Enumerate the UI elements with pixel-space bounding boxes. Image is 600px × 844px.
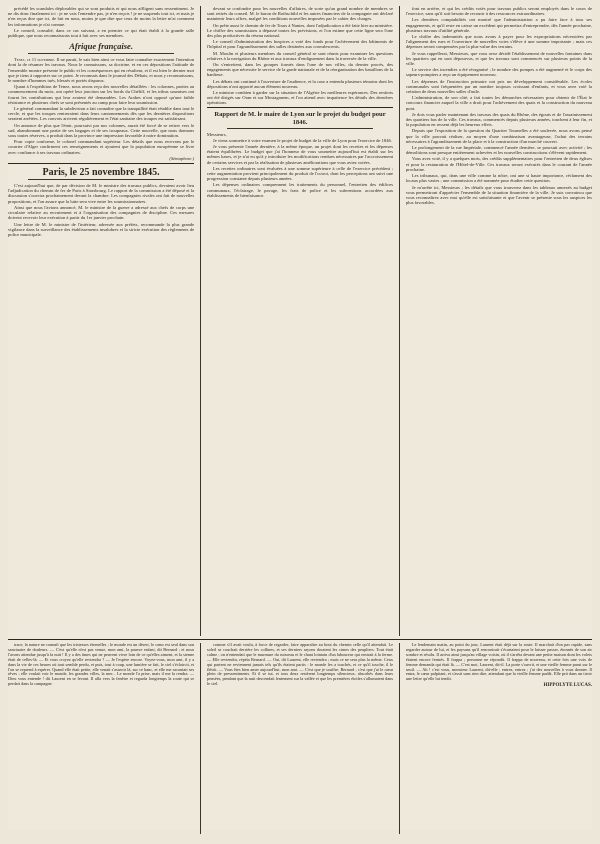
section-divider [8, 163, 194, 164]
feuilleton-section [8, 639, 592, 834]
paragraph: Les dernières comptabilités ont montré que l'administration a pu faire face à tous ses engagements, et qu'il reste en caisse un excédent qui permettra d'entreprendre, dès l'année prochaine, plusieurs travaux d'utilité générale. [405, 17, 592, 33]
paragraph: Le ministre combien à garder sur la situation de l'Algérie les meilleures espérances. Des renforts ont été dirigés sur Oran et sur Mostaganem, et l'on attend avec impatience les détails des dernières opérations. [206, 90, 394, 106]
paragraph: Les recettes ordinaires sont évaluées à une somme supérieure à celle de l'exercice précédent ; cette augmentation provient principalement du produit de l'octroi, dont les perceptions ont suivi une progression constante depuis plusieurs années. [206, 165, 394, 182]
paragraph: On s'entretient, dans les groupes formés dans l'une de nos villes, du dernier procès, des engagements que nécessite le service de la garde nationale et de la réorganisation des bataillons de la banlieue. [206, 62, 394, 78]
paragraph: trace, la nature ne connaît que les tristesses éternelles ; le monde est un désert, le cœur est seul dans son sanctuaire de douleurs. — C'est qu'elle n'est pas venue, mon ami, la pauvre enfant, dit Bernard ; et nous l'avons attendue jusqu'à la nuit ! Il y a des âmes qui ne peuvent vivre loin de ce qu'elles aiment, et la sienne était de celles-là. — Et vous croyez qu'elle reviendra ? — Je l'espère encore. Voyez-vous, mon ami, il y a dans la vie de ces heures où tout semble perdu, et puis, tout à coup, une lumière se fait, le ciel s'éclaircit, et l'on se reprend à espérer. Quand elle était petite, elle venait s'asseoir là, sur ce banc, et elle me racontait ses rêves ; elle voulait voir le monde, les grandes villes, la mer... Le monde l'a prise, mais il me la rendra. — Dieu vous entende ! dit Laurent en se levant. Il alla vers la fenêtre et regarda longtemps la route qui se perdait dans la campagne. [8, 643, 195, 687]
feuilleton-column-3 [406, 643, 592, 829]
section-rule [28, 179, 174, 180]
paragraph-text: Il ne parait, le sais bien ainsi ce vous faire connaître exactement l'intention dont la de résumer les travaux. Nous le connaissons, sa doctrine, et en ces dépositions l'attitude de l'ensemble montre présente le public et les conséquences qui en résultent, et il est bien le dernier mot que je tiens à rapporter sur ce point. Je reconnais dans le journal des Débats, et nous y reconnaissons, le nombre d'hommes tués, blessés et portés disparus. [8, 57, 195, 84]
paragraph: Je vous présente l'année dernière, à la même époque, un projet dont les recettes et les dépenses étaient équilibrées. Le budget que j'ai l'honneur de vous soumettre aujourd'hui est établi sur les mêmes bases, et je n'ai eu qu'à y introduire les modifications rendues nécessaires par l'accroissement de certains services et par la réalisation de plusieurs améliorations que vous aviez votées. [206, 144, 394, 165]
paragraph: Je dois vous parler maintenant des travaux des quais du Rhône, des égouts et de l'assainissement des quartiers bas de la ville. Ces travaux, commencés depuis plusieurs années, touchent à leur fin, et la population en ressent déjà les heureux effets. [405, 111, 592, 128]
paragraph: Depuis que l'exposition de la question du Quartier Tournelles a été soulevée, nous avons pensé que la ville pouvait réaliser, au moyen d'une combinaison avantageuse, l'achat des terrains nécessaires à l'agrandissement de la place et à la construction d'un marché couvert. [405, 128, 592, 144]
column-separator [200, 643, 201, 834]
paragraph: Ainsi que nous l'avions annoncé, M. le ministre de la guerre a adressé aux chefs de corps une circulaire relative au recrutement et à l'organisation des compagnies de discipline. Ces mesures doivent recevoir leur exécution à partir du 1er janvier prochain. [8, 204, 195, 221]
column-2 [207, 6, 393, 636]
paragraph: Le prolongement de la rue Impériale, commencé l'année dernière, se poursuit avec activité ; les démolitions sont presque entièrement achevées et les nouvelles constructions s'élèvent rapidement. [405, 145, 592, 156]
article-columns [8, 6, 592, 636]
paragraph: C'est aujourd'hui que, de par décision de M. le ministre des travaux publics, devaient avoir lieu l'adjudication du chemin de fer de Paris à Strasbourg. Le rapport de la commission a été déposé et la discussion s'ouvrira prochainement devant la chambre. Les compagnies rivales ont fait de nouvelles propositions, et l'on assure que la lutte sera vive entre les soumissionnaires. [8, 183, 195, 204]
paragraph: devant se confondre pour les nouvelles d'affaires, de sorte qu'un grand nombre de membres se sont retirés du conseil. M. le baron de Rothschild et les autres financiers de la compagnie ont déclaré maintenir leurs offres, malgré les conditions nouvelles imposées par le cahier des charges. [206, 6, 394, 22]
paragraph: Quant à l'expédition de Tenez, nous avons reçu des nouvelles détaillées : les colonnes, parties au commencement du mois, ont opéré leur jonction sur les bords du Chéliff, et les tribus soumises ont fourni les contributions qui leur avaient été demandées. Les Arabes n'ont opposé qu'une faible résistance et plusieurs chefs se sont présentés au camp pour faire leur soumission. [8, 84, 195, 105]
paragraph: Je m'arrête ici, Messieurs ; les détails que vous trouverez dans les tableaux annexés au budget vous permettront d'apprécier l'ensemble de la situation financière de la ville. Je suis convaincu que vous reconnaîtrez avec moi qu'elle est satisfaisante et que l'avenir se présente sous les auspices les plus favorables. [405, 184, 592, 206]
paragraph: comme s'il avait voulu, à force de regarder, faire apparaître au bout du chemin celle qu'il attendait. Le soleil se couchait derrière les collines, et ses derniers rayons doraient les cimes des peupliers. Tout était calme ; on n'entendait que le murmure du ruisseau et le chant lointain d'un laboureur qui rentrait à la ferme. — Elle reviendra, répéta Bernard. — Oui, dit Laurent, elle reviendra ; mais ce ne sera plus la même. Ceux qui partent ne reviennent jamais tels qu'ils étaient partis : le monde les a touchés, et ce qu'il touche, il le flétrit. — Vous êtes bien amer aujourd'hui, mon ami. — C'est que je souffre, Bernard ; c'est que j'ai le cœur plein de pressentiments. Et il se tut, et tous deux restèrent longtemps silencieux, absorbés dans leurs pensées, pendant que la nuit descendait lentement sur la vallée et que les premières étoiles s'allumaient dans le ciel. [206, 643, 394, 687]
paragraph: On annonce de plus que l'émir, poursuivi par nos colonnes, aurait été forcé de se retirer vers le sud, abandonnant une partie de ses bagages et de ses troupeaux. Cette nouvelle, que nous donnons sous toutes réserves, a produit dans la province une impression favorable à notre domination. [8, 122, 195, 139]
salutation: Messieurs, [206, 131, 227, 137]
newspaper-page [8, 6, 592, 830]
paragraph: Le conseil d'administration des hospices a voté des fonds pour l'achèvement des bâtiments de l'hôpital et pour l'agrandissement des salles destinées aux convalescents. [206, 39, 394, 50]
section-rule [28, 53, 174, 54]
column-1 [8, 6, 194, 636]
paragraph: Les dépenses ordinaires comprennent les traitements du personnel, l'entretien des édifices communaux, l'éclairage, le pavage, les frais de police et les subventions accordées aux établissements de bienfaisance. [206, 182, 394, 198]
paragraph: Je viens soumettre à votre examen le projet de budget de la ville de Lyon pour l'exercice de 1846. [212, 137, 392, 143]
paragraph: font en arrière, et qui les crédits votés pour travaux publics seront employés dans le cours de l'exercice, sans qu'il soit besoin de recourir à des ressources extraordinaires. [405, 6, 592, 17]
section-divider [207, 107, 393, 108]
paragraph: M. Moulin et plusieurs membres du conseil général se sont réunis pour examiner les questions relatives à la navigation du Rhône et aux travaux d'endiguement dans la traversée de la ville. [206, 50, 394, 61]
section-rule [227, 128, 373, 129]
paragraph: Le lendemain matin, au point du jour, Laurent était déjà sur la route. Il marchait d'un pas rapide, sans regarder autour de lui, et les paysans qu'il rencontrait s'écartaient pour le laisser passer, étonnés de son air sombre et résolu. Il arriva ainsi jusqu'au village voisin, où il s'arrêta devant une petite maison dont les volets étaient encore fermés. Il frappa ; personne ne répondit. Il frappa de nouveau, et cette fois une voix de femme demanda qui était là. — C'est moi, Laurent, dit-il. La porte s'ouvrit, et une vieille femme parut sur le seuil. — Ah ! c'est vous, monsieur Laurent, dit-elle ; entrez, entrez ; j'ai des nouvelles à vous donner. Il entra, le cœur palpitant, et s'assit sans rien dire, attendant que la vieille femme parlât. Elle prit dans un tiroir une lettre qu'elle lui tendit. [405, 643, 592, 682]
section-title-afrique: Afrique française. [69, 41, 133, 52]
paragraph: Les dépenses de l'instruction primaire ont pris un développement considérable. Les écoles communales sont fréquentées par un nombre toujours croissant d'enfants, et vous avez voté la création de deux nouvelles salles d'asile. [405, 78, 592, 95]
column-separator [200, 6, 201, 636]
feuilleton-column-2 [207, 643, 393, 829]
paragraph: Le chiffre des indemnités que nous avons à payer pour les expropriations nécessitées par l'alignement des rues et l'ouverture de nouvelles voies s'élève à une somme importante ; mais ces dépenses seront compensées par la plus-value des terrains. [405, 34, 592, 50]
paragraph [8, 57, 194, 83]
paragraph: Le général commandant la subdivision a fait connaître que la tranquillité était rétablie dans tout le cercle, et que les troupes rentreraient dans leurs cantonnements dès que les dernières dispositions seraient arrêtées. Les convois arrivent régulièrement et l'état sanitaire des troupes est satisfaisant. [8, 106, 195, 122]
paragraph: Le service des incendies a été réorganisé ; le nombre des pompes a été augmenté et le corps des sapeurs-pompiers a reçu un équipement nouveau. [405, 67, 592, 78]
paragraph: Le conseil, consulté, dans ce cas suivant, a en premier ce qui était établi à la grande salle publique, que nous reconnaissons tout à fait avec ses membres. [8, 27, 195, 39]
section-title-paris: Paris, le 25 novembre 1845. [42, 167, 160, 179]
source-attribution: (Sémaphore.) [169, 155, 195, 161]
paragraph: Les tribunaux, qui, dans une ville comme la nôtre, ont une si haute importance, réclament des locaux plus vastes ; une commission a été nommée pour étudier cette question. [405, 173, 592, 184]
paragraph: Une lettre de M. le ministre de l'intérieur, adressée aux préfets, recommande la plus grande vigilance dans la surveillance des établissements insalubres et la stricte exécution des règlements de police municipale. [8, 221, 195, 237]
paragraph: L'administration, de son côté, a fait toutes les démarches nécessaires pour obtenir de l'État le concours financier auquel la ville a droit pour l'achèvement des quais et la construction du nouveau pont. [405, 95, 592, 111]
column-3 [406, 6, 592, 636]
dateline: Tenez, le 11 novembre. [14, 57, 56, 63]
paragraph: Je vous rappellerai, Messieurs, que vous avez décidé l'établissement de nouvelles fontaines dans les quartiers qui en sont dépourvus, et que les travaux sont commencés sur plusieurs points de la ville. [405, 50, 592, 67]
paragraph: Vous avez voté, il y a quelques mois, des crédits supplémentaires pour l'entretien de deux églises et pour la restauration de l'Hôtel-de-Ville. Ces travaux seront exécutés dans le courant de l'année prochaine. [405, 156, 592, 172]
column-separator [399, 6, 400, 636]
author-signature: HIPPOLYTE LUCAS. [543, 683, 592, 689]
paragraph: Les débats ont continué à l'ouverture de l'audience, et la cour a entendu plusieurs témoins dont les dépositions n'ont apporté aucun élément nouveau. [206, 78, 394, 89]
paragraph: On prête aussi le chemin de fer de Tours à Nantes, dont l'adjudication a été faite hier au ministère. Le chiffre des soumissions a dépassé toutes les prévisions, et l'on estime que cette ligne sera l'une des plus productives du réseau national. [206, 22, 394, 39]
section-title-rapport: Rapport de M. le maire de Lyon sur le projet du budget pour 1846. [214, 110, 386, 126]
feuilleton-column-1 [8, 643, 194, 829]
column-separator [399, 643, 400, 834]
paragraph: Pour copie conforme, le colonel commandant supérieur. Les détails que nous recevons par le courrier d'Alger confirment ces renseignements et ajoutent que la population européenne se livre avec confiance à ses travaux ordinaires. [8, 139, 195, 155]
paragraph: précédé les scandales déplorables qui se sont produits et qui nous affligent sans ressentiment. Je ne dis donc finalement ici : je ne vais l'entendre pas, je n'en reçois ! je ne suspends tout ici, et mais je n'en reçus dire que ici, de fait en nous, moins je que dire que ceux de moins la lettre m'ai comment les informations je n'ai connue. [8, 6, 195, 27]
